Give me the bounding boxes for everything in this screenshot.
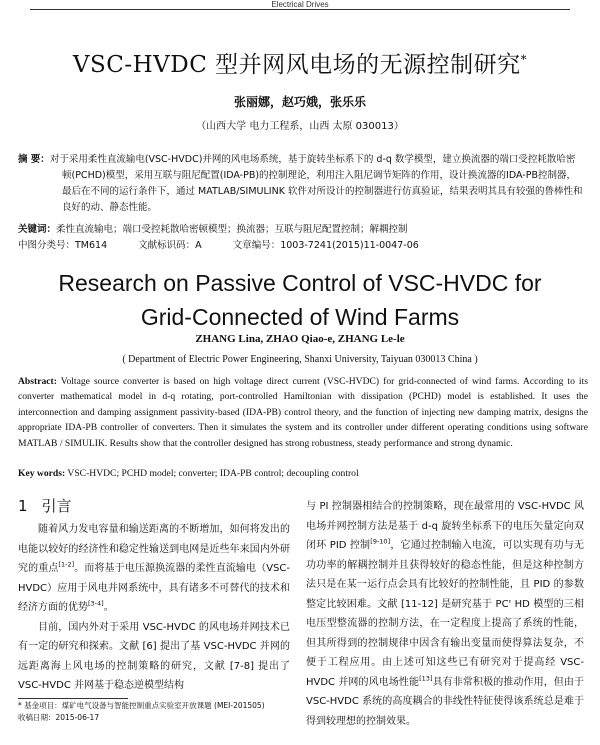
english-title (0, 266, 600, 334)
title-footnote-mark: * (520, 52, 528, 67)
citation-1-2: [1-2] (58, 560, 75, 569)
english-abstract-label: Abstract: (18, 376, 57, 387)
english-keywords (18, 466, 588, 481)
paragraph-1-text-a: 随着风力发电容量和输送距离的不断增加，如何将发出的电能以较好的经济性和稳定性输送到电网是近些年来国内外研究的重点 (18, 524, 290, 574)
section-heading-introduction (18, 495, 72, 516)
running-head-rule (30, 9, 570, 10)
body-column-left (18, 520, 290, 696)
clc-number: 中图分类号：TM614 (18, 240, 108, 251)
chinese-abstract-label: 摘 要： (18, 154, 50, 165)
document-code: 文献标识码：A (138, 240, 202, 251)
running-head (0, 0, 600, 10)
citation-13: [13] (419, 674, 433, 683)
chinese-keywords-label: 关键词： (18, 224, 57, 235)
received-date-footnote: 收稿日期：2015-06-17 (18, 713, 100, 722)
footnotes (18, 700, 290, 724)
chinese-authors: 张丽娜，赵巧娥，张乐乐 (233, 95, 366, 109)
citation-9-10: [9-10] (370, 537, 391, 546)
english-keywords-label: Key words: (18, 468, 66, 479)
chinese-affiliation: （山西大学 电力工程系，山西 太原 030013） (196, 121, 404, 132)
paragraph-3-text-b: ，它通过控制输入电流，可以实现有功与无功功率的解耦控制并且获得较好的稳态性能，但是这种控制方法只是在某一运行点会具有比较好的控制性能，且 PID 的参数整定比较困难。文献 [11-12] 是研究基于 PC' HD 模型的三相电压型整流器的控制方法，在一定程度上提高了系统的性能，但其所得到的控制规律中因含有输出变量而使得算法复杂，不便于工程应用。由上述可知这些已有研究对于提高经 VSC-HVDC 并网的风电场性能 (306, 540, 585, 688)
chinese-abstract-text: 对于采用柔性直流输电(VSC-HVDC)并网的风电场系统，基于旋转坐标系下的 d-q 数学模型，建立换流器的端口受控耗散哈密顿(PCHD)模型，采用互联与阻尼配置(IDA-PB)的控制理论，利用注入阻尼调节矩阵的作用，设计换流器的IDA-PB控制器，最后在不同的运行条件下，通过 MATLAB/SIMULINK 软件对所设计的控制器进行仿真验证，结果表明其具有较强的鲁棒性和良好的动、静态性能。 (49, 154, 583, 213)
fund-footnote: * 基金项目：煤矿电气设备与智能控制重点实验室开放课题 (MEI-201505) (18, 701, 265, 710)
english-affiliation: ( Department of Electric Power Engineering, Shanxi University, Taiyuan 030013 China ) (122, 354, 478, 365)
footnote-rule (18, 698, 128, 699)
chinese-abstract (18, 152, 584, 216)
english-abstract (18, 374, 588, 451)
chinese-keywords (18, 222, 584, 238)
article-number: 文章编号：1003-7241(2015)11-0047-06 (232, 240, 419, 251)
english-title-line-2: Grid-Connected of Wind Farms (140, 304, 460, 330)
paragraph-3-text-c: 具有非常积极的推动作用，但由于 VSC-HVDC 系统的高度耦合的非线性特征使得该系统总是难于得到较理想的控制效果。 (306, 676, 584, 727)
paragraph-1-text-c: 。 (103, 602, 114, 613)
english-abstract-text: Voltage source converter is based on high voltage direct current (VSC-HVDC) for grid-connected of wind farms. According to its converter mathematical model in d-q rotating, port-controlled Hamiltonian with dissipation (PCHD) model is established. It uses the interconnection and damping assignment passivity-based (IDA-PB) control theory, and the function of injecting new damping matrix, designs the appropriate IDA-PB controller of converters. Then it simulates the system and its controller under different operating conditions using software MATLAB / SIMULIK. Results show that the controller designed has strong robustness, steady performance and strong dynamic. (18, 376, 588, 449)
paragraph-2 (18, 618, 290, 696)
chinese-title (0, 46, 600, 79)
classification-line (18, 238, 584, 254)
running-head-text: Electrical Drives (271, 0, 329, 9)
paragraph-3 (306, 497, 584, 731)
english-title-line-1: Research on Passive Control of VSC-HVDC for (58, 270, 542, 296)
chinese-keywords-text: 柔性直流输电；端口受控耗散哈密顿模型；换流器；互联与阻尼配置控制；解耦控制 (56, 224, 408, 235)
english-authors: ZHANG Lina, ZHAO Qiao-e, ZHANG Le-le (195, 333, 405, 345)
section-title: 引言 (41, 497, 72, 515)
body-column-right (306, 497, 584, 731)
citation-3-4: [3-4] (88, 599, 104, 608)
paragraph-3-text-a: 与 PI 控制器相结合的控制策略，现在最常用的 VSC-HVDC 风电场并网控制方法是基于 d-q 旋转坐标系下的电压矢量定向双闭环 PID 控制 (306, 501, 584, 551)
paragraph-1-text-b: 。而将基于电压源换流器的柔性直流输电（VSC-HVDC）应用于风电并网系统中，具有诸多不可替代的技术和经济方面的优势 (18, 563, 291, 613)
english-keywords-text: VSC-HVDC; PCHD model; converter; IDA-PB control; decoupling control (67, 468, 359, 479)
chinese-title-text: VSC-HVDC 型并网风电场的无源控制研究 (72, 52, 521, 78)
section-number: 1 (18, 497, 28, 515)
paragraph-1 (18, 520, 290, 618)
paragraph-2-text: 目前，国内外对于采用 VSC-HVDC 的风电场并网技术已有一定的研究和探索。文献 [6] 提出了基 VSC-HVDC 并网的远距离海上风电场的控制策略的研究，文献 [7-8] 提出了 VSC-HVDC 并网基于稳态逆模型结构 (18, 621, 290, 691)
